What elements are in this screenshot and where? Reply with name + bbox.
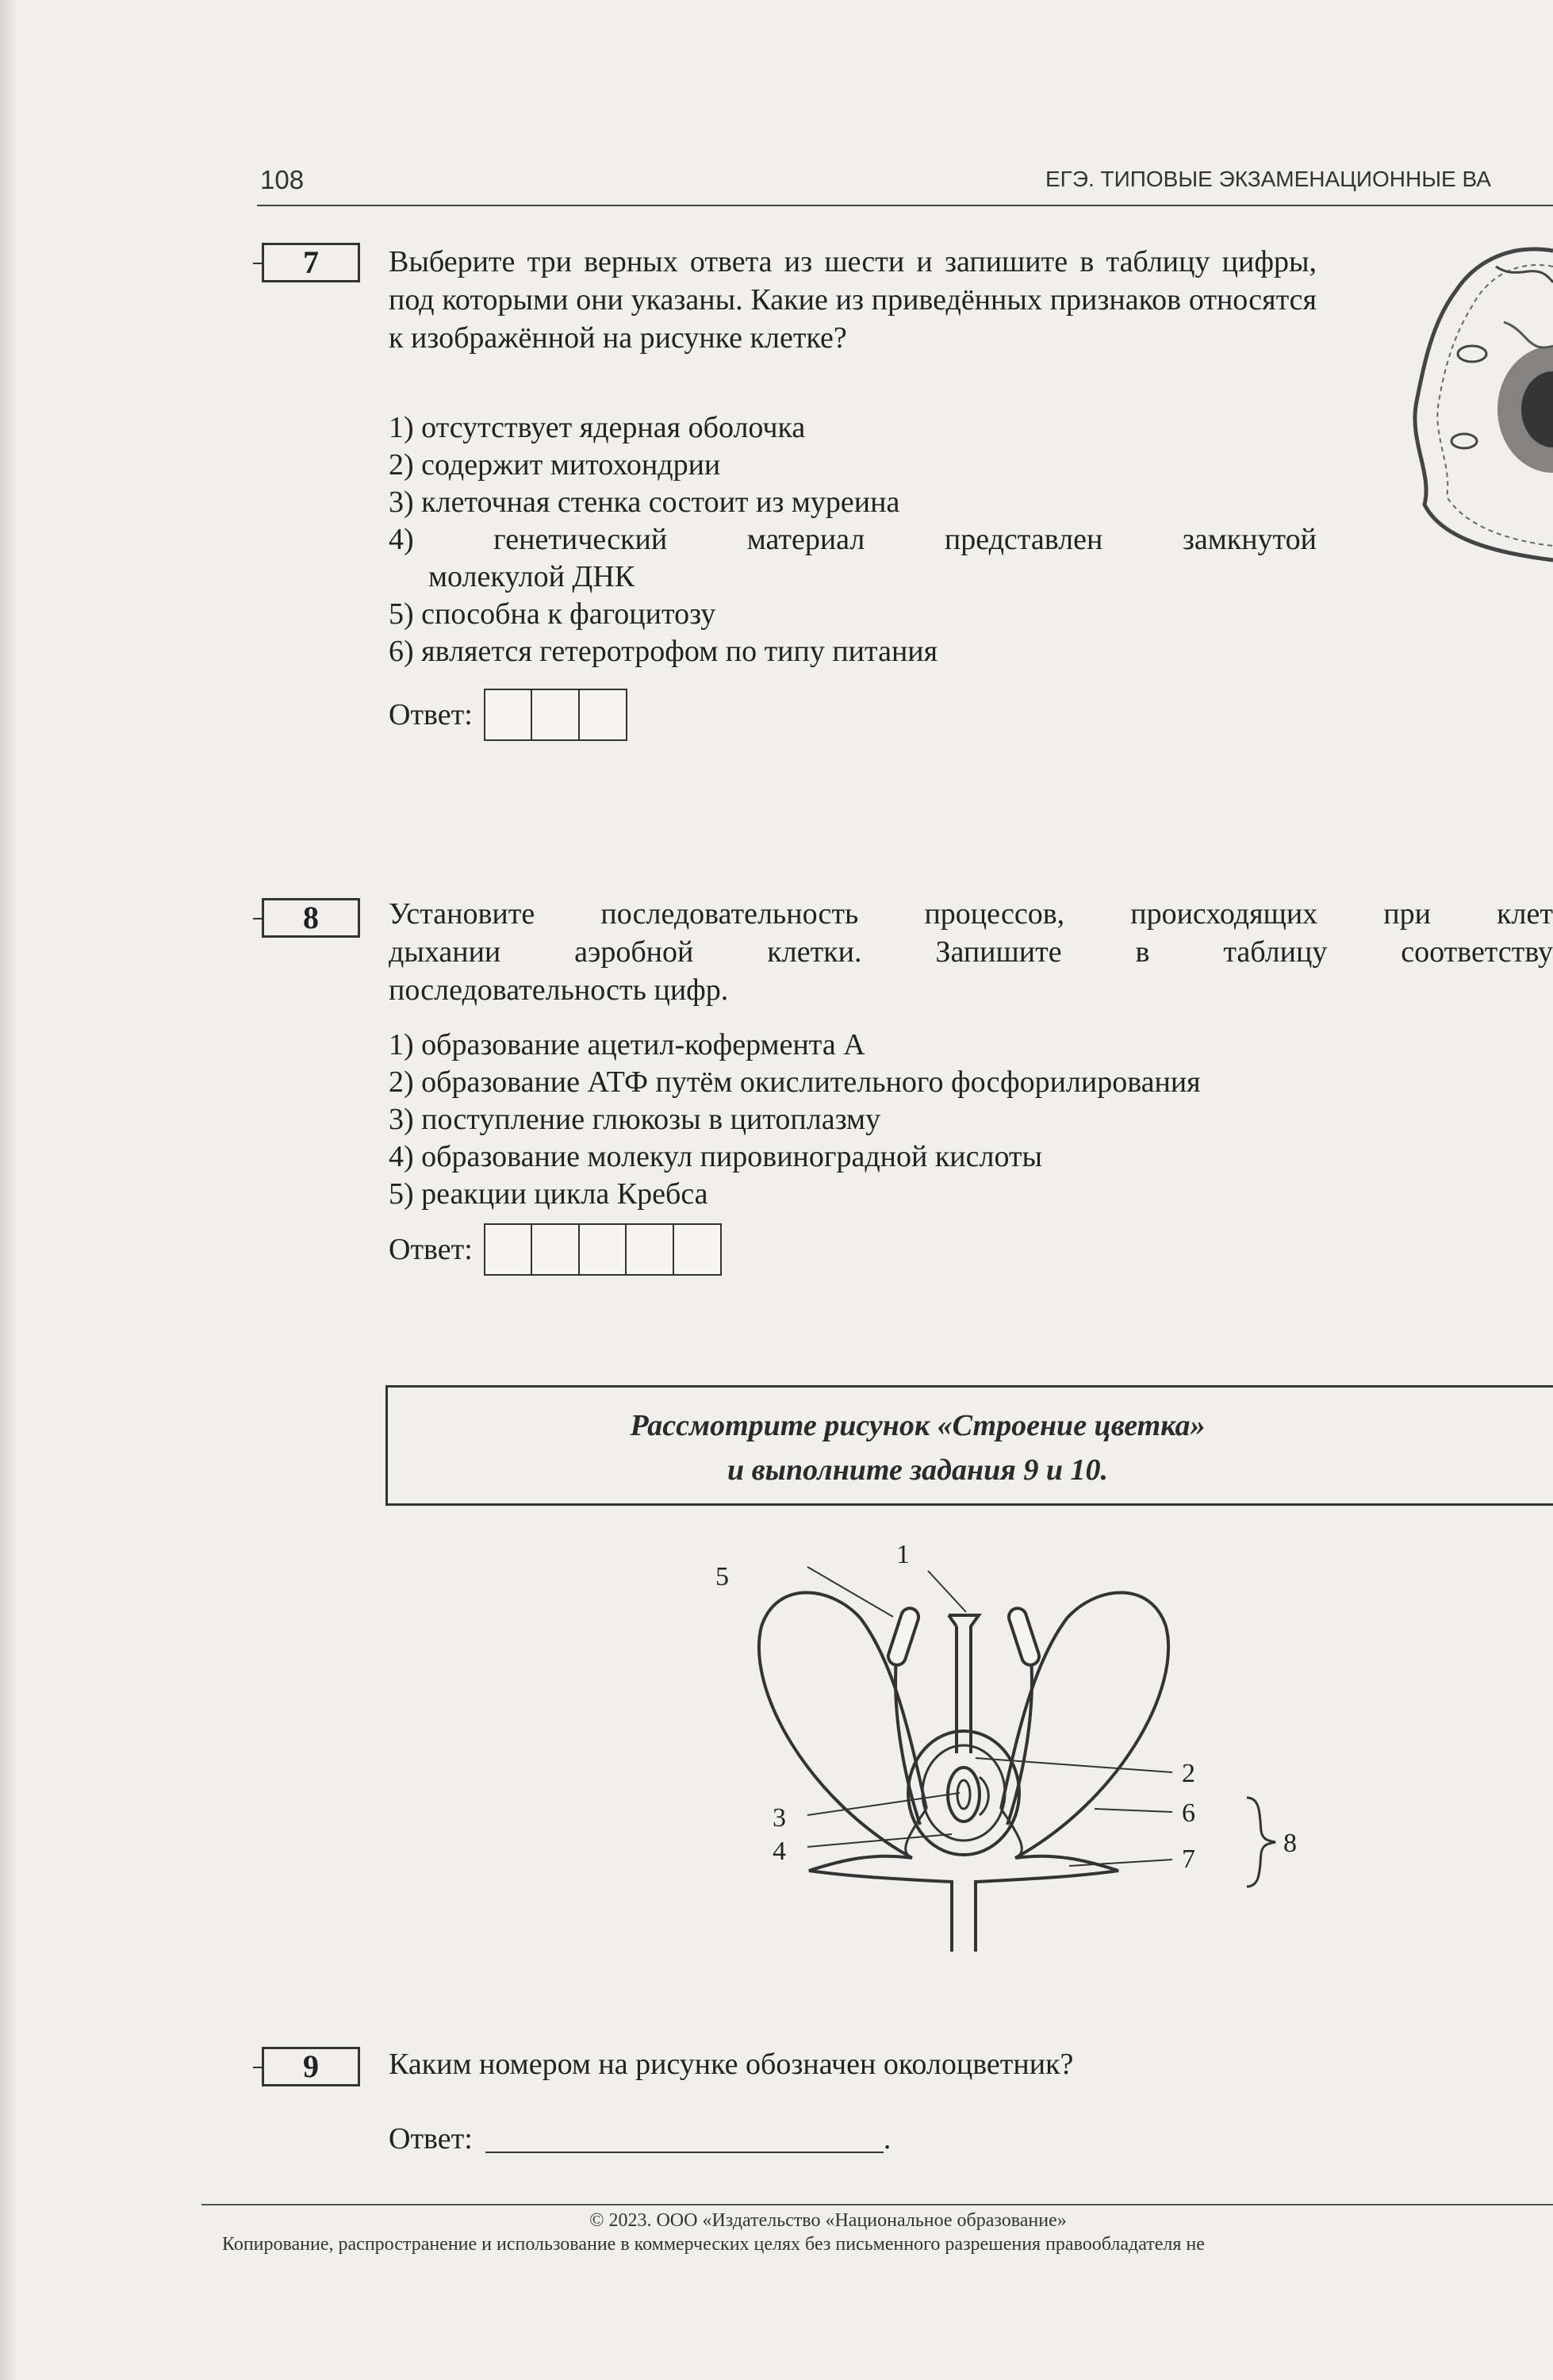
label-3: 3 [773,1803,786,1833]
task-7-question: Выберите три верных ответа из шести и запишите в таблицу цифры, под которыми они указаны. Какие из приведённых признаков относятся к изображённой на рисунке клетке? [389,245,1317,355]
task-8-answer [389,1223,722,1276]
task-9-answer-field[interactable] [485,2125,884,2153]
instruction-line-2: и выполните задания 9 и 10. [727,1453,1108,1487]
task-7-answer [389,689,627,741]
task-7-option-5: 5) способна к фагоцитозу [389,597,716,631]
task-8-option-2: 2) образование АТФ путём окислительного фосфорилирования [389,1065,1201,1099]
task-8-question-line-2: дыхании аэробной клетки. Запишите в таблицу соответству [389,935,1553,969]
page-edge-shadow [0,0,19,2380]
task-8-number: 8 [262,898,360,938]
task-9-answer [389,2120,891,2158]
task-7-option-4: 4) генетический материал представлен замкнутой [389,523,1317,556]
task-7-number: 7 [262,243,360,282]
task-7-option-6: 6) является гетеротрофом по типу питания [389,635,938,668]
task-8-option-3: 3) поступление глюкозы в цитоплазму [389,1103,881,1136]
footer-copyright: © 2023. ООО «Издательство «Национальное образование» [589,2210,1067,2231]
task-8-answer-cells [484,1223,722,1276]
label-1: 1 [896,1540,910,1569]
task-8-question-line-3: последовательность цифр. [389,973,729,1007]
answer-cell[interactable] [578,689,627,741]
flower-structure-figure [714,1539,1340,1983]
task-7-answer-cells [484,689,627,741]
label-4: 4 [773,1837,786,1866]
anther-right [1007,1606,1041,1667]
label-6: 6 [1182,1798,1195,1828]
task-9-answer-label: Ответ: [389,2122,473,2155]
task-7-answer-label: Ответ: [389,698,473,731]
answer-cell[interactable] [531,1223,580,1276]
footer-rule [201,2204,1553,2205]
task-8-option-1: 1) образование ацетил-кофермента А [389,1028,865,1061]
answer-cell[interactable] [625,1223,674,1276]
answer-cell[interactable] [531,689,580,741]
answer-cell[interactable] [484,689,533,741]
task-8-answer-label: Ответ: [389,1233,473,1266]
answer-cell[interactable] [673,1223,722,1276]
running-title: ЕГЭ. ТИПОВЫЕ ЭКЗАМЕНАЦИОННЫЕ ВА [1045,167,1491,191]
stem [952,1880,976,1952]
task-9-number: 9 [262,2047,360,2086]
task-7-options [389,409,1317,670]
task-7-option-2: 2) содержит митохондрии [389,448,721,482]
task-8-options [389,1027,1547,1213]
brace [1247,1798,1275,1887]
task-8-option-5: 5) реакции цикла Кребса [389,1177,708,1211]
sepal-left [809,1856,952,1882]
instruction-line-1: Рассмотрите рисунок «Строение цветка» [630,1409,1206,1442]
label-5: 5 [715,1562,729,1591]
animal-cell-illustration [1409,235,1553,568]
task-7-option-4-cont: молекулой ДНК [428,560,635,593]
task-9-question: Каким номером на рисунке обозначен околоцветник? [389,2048,1074,2081]
label-2: 2 [1182,1759,1195,1788]
task-8-question-line-1: Установите последовательность процессов, происходящих при клет [389,897,1553,931]
page-number: 108 [260,165,305,194]
label-8: 8 [1283,1829,1297,1858]
answer-cell[interactable] [484,1223,533,1276]
answer-cell[interactable] [578,1223,627,1276]
task-8-question [389,895,1553,1009]
footer-legal-notice: Копирование, распространение и использование в коммерческих целях без письменного разрешения правообладателя не [222,2234,1205,2255]
label-7: 7 [1182,1844,1195,1874]
figure-instruction-box [385,1385,1553,1506]
task-7-option-3: 3) клеточная стенка состоит из муреина [389,486,900,519]
task-7-option-1: 1) отсутствует ядерная оболочка [389,411,806,444]
task-8-option-4: 4) образование молекул пировиноградной кислоты [389,1140,1043,1173]
page-header [257,157,1553,206]
task-9-answer-end: . [883,2122,892,2155]
sepal-right [976,1856,1118,1882]
